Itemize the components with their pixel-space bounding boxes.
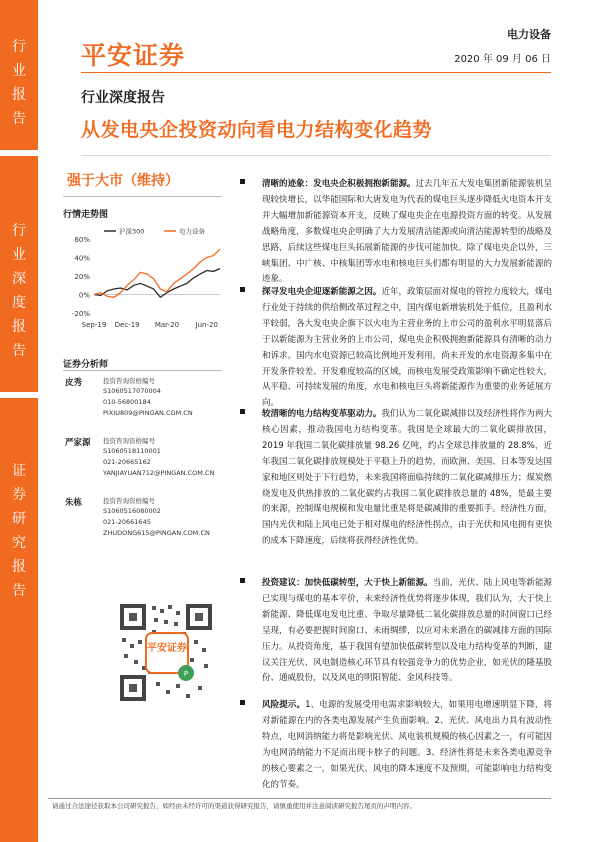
industry-name: 电力设备 — [507, 28, 551, 41]
side-label-char: 告 — [12, 111, 26, 127]
footer-disclaimer: 请通过合法途径获取本公司研究报告，如经由未经许可的渠道获得研究报告，请慎重使用并注意阅读研究报告尾页的声明内容。 — [52, 802, 416, 810]
side-label-char: 报 — [12, 559, 26, 575]
bullet-square-icon — [240, 700, 245, 705]
side-label-char: 业 — [12, 247, 26, 263]
side-label-char: 研 — [12, 511, 26, 527]
bullet-square-icon — [240, 179, 245, 184]
rating-badge: 强于大市（维持） — [67, 173, 179, 189]
key-point-heading: 投资建议：加快低碳转型，大于快上新能源。 — [262, 578, 433, 588]
x-tick-label: Sep-19 — [81, 321, 107, 329]
key-point-body: 近年，政策层面对煤电的管控力度较大，煤电行业处于持续的供给侧改革过程之中，国内煤电新增装机处于低位，且盈利水平较弱，各大发电央企旗下以火电为主营业务的上市公司的盈利水平明显落后于以新能源为主营业务的上市公司，煤电央企积极拥抱新能源具有清晰的动力和诉求。国内水电资源已较高比例地开发利用，尚未开发的水电资源多集中在开发条件较差、开发难度较高的区域，而核电发展受政策影响不确定性较大，从平稳、可持续发展的角度，水电和核电巨头将新能源作为重要的业务延展方向。 — [262, 287, 552, 409]
bullet-square-icon — [240, 409, 245, 414]
analyst-phone: 021-20661645 — [103, 518, 151, 526]
side-label-char: 报 — [12, 87, 26, 103]
key-point — [240, 407, 552, 550]
analyst-email[interactable]: PIXIU809@PINGAN.COM.CN — [103, 409, 193, 417]
header-divider — [81, 72, 551, 73]
x-tick-label: Mar-20 — [154, 321, 180, 329]
x-tick-label: Dec-19 — [114, 321, 140, 329]
side-label-char: 报 — [12, 319, 26, 335]
analyst-credential-label: 投资咨询资格编号 — [103, 437, 155, 445]
report-date: 2020 年 09 月 06 日 — [454, 54, 551, 65]
trend-chart-label: 行情走势图 — [63, 210, 109, 220]
y-tick-label: 0% — [78, 291, 90, 300]
side-separator — [0, 150, 38, 156]
report-title: 从发电央企投资动向看电力结构变化趋势 — [81, 119, 433, 141]
svg-text:P: P — [183, 670, 189, 678]
qr-code-graphic — [116, 600, 216, 705]
key-point-heading: 较清晰的电力结构变革驱动力。 — [262, 409, 382, 419]
trend-chart-svg — [60, 225, 225, 335]
x-tick-label: Jun-20 — [195, 321, 218, 329]
key-point — [240, 698, 552, 793]
key-point-body: 1、电源的发展受用电需求影响较大，如果用电增速明显下降，将对新能源在内的各类电源发展产生负面影响。2、光伏、风电出力具有波动性特点，电网消纳能力将是影响光伏、风电装机规模的核心因素之一，有可能因为电网消纳能力不足而出现卡脖子的问题。3、经济性将是未来各类电源竞争的核心要素之一，如果光伏、风电的降本速度不及预期，可能影响电力结构变化的节奏。 — [262, 700, 552, 790]
side-label-1 — [0, 38, 38, 134]
side-strip — [0, 0, 38, 842]
side-label-char: 行 — [12, 223, 26, 239]
trend-chart — [60, 225, 225, 335]
key-point-heading: 清晰的迹象：发电央企积极拥抱新能源。 — [262, 179, 416, 189]
analyst-heading: 证券分析师 — [63, 360, 109, 370]
key-point — [240, 285, 552, 412]
x-axis — [82, 321, 218, 329]
key-point-body: 我们认为二氧化碳减排以及经济性将作为两大核心因素，推动我国电力结构变革。我国是全球最大的二氧化碳排放国，2019 年我国二氧化碳排放量 98.26 亿吨，约占全球总排放量的 28.8%，近年我国二氧化碳排放规模处于平稳上升的趋势，而欧洲、美国、日本等发达国家和地区则处于下行趋势，未来我国将面临持续的二氧化碳减排压力；煤炭燃烧发电及供热排放的二氧化碳约占我国二氧化碳排放总量的 48%，是最主要的来源，控制煤电规模和发电量比重是将是碳减排的重要抓手。经济性方面，国内光伏和陆上风电已处于相对煤电的经济性拐点，由于光伏和风电拥有更快的成本下降速度，后续将获得经济性优势。 — [262, 409, 552, 547]
analyst-credential-label: 投资咨询资格编号 — [103, 377, 155, 385]
brand-logo: 平安证券 — [81, 41, 186, 70]
key-point-body: 当前，光伏、陆上风电等新能源已实现与煤电的基本平价，未来经济性优势将逐步体现，我们认为，大于快上新能源、降低煤电发电比重、争取尽量降低二氧化碳排放总量的时间窗口已经呈现，有必要把握时间窗口、未雨绸缪，以应对未来潜在的碳减排方面的国际压力。从投资角度，基于我国有望加快低碳转型以及电力结构变革的判断，建议关注光伏、风电制造核心环节具有较强竞争力的优势企业，如光伏的隆基股份、通威股份，以及风电的明阳智能、金风科技等。 — [262, 578, 552, 684]
footer-divider — [48, 798, 551, 799]
analyst-name: 皮秀 — [65, 378, 83, 388]
analyst-phone: 021-20665162 — [103, 458, 151, 466]
side-label-char: 券 — [12, 487, 26, 503]
side-label-2 — [0, 222, 38, 366]
side-label-char: 究 — [12, 535, 26, 551]
analyst-name: 严家源 — [65, 438, 91, 448]
report-type: 行业深度报告 — [81, 90, 165, 106]
key-point-heading: 风险提示。 — [262, 700, 306, 710]
key-point-heading: 探寻发电央企迎逐新能源之因。 — [262, 287, 382, 297]
analyst-license: S1060518110001 — [103, 447, 161, 455]
title-divider — [81, 155, 551, 156]
y-tick-label: 60% — [74, 236, 90, 244]
bullet-square-icon — [240, 287, 245, 292]
side-label-3 — [0, 462, 38, 606]
side-label-char: 告 — [12, 343, 26, 359]
legend-label: 沪深300 — [119, 227, 145, 236]
analyst-email[interactable]: YANJIAYUAN712@PINGAN.COM.CN — [103, 469, 215, 477]
qr-logo-text: 平安证券 — [147, 643, 187, 654]
side-label-char: 度 — [12, 295, 26, 311]
side-label-char: 证 — [12, 463, 26, 479]
key-point — [240, 576, 552, 687]
analyst-license: S1060516080002 — [103, 507, 161, 515]
analyst-credential-label: 投资咨询资格编号 — [103, 497, 155, 505]
key-point-body: 过去几年五大发电集团新能源装机呈现较快增长，以华能国际和大唐发电为代表的煤电巨头逐步降低火电资本开支并大幅增加新能源资本开支，反映了煤电央企在电源投资方面的转变。从发展战略角度，多数煤电央企明确了大力发展清洁能源或向清洁能源转型的战略及思路，后续这些煤电巨头拓展新能源的步伐可能加快。除了煤电央企以外，三峡集团、中广核、中核集团等水电和核电巨头们都有明显的大力发展新能源的迹象。 — [262, 179, 552, 285]
bullet-square-icon — [240, 578, 245, 583]
analyst-name: 朱栋 — [65, 498, 83, 508]
analyst-license: S1060517070004 — [103, 387, 161, 395]
analyst-email[interactable]: ZHUDONG615@PINGAN.COM.CN — [103, 529, 210, 537]
chart-lines — [94, 249, 220, 297]
rating-divider — [63, 196, 222, 197]
qr-code[interactable] — [116, 600, 216, 705]
side-label-char: 业 — [12, 63, 26, 79]
side-label-char: 告 — [12, 583, 26, 599]
key-point — [240, 177, 552, 288]
y-tick-label: 40% — [74, 254, 90, 263]
y-axis — [72, 236, 220, 318]
side-separator — [0, 392, 38, 398]
y-tick-label: 20% — [74, 273, 90, 281]
side-label-char: 行 — [12, 39, 26, 55]
analyst-divider — [63, 370, 222, 371]
side-label-char: 深 — [12, 271, 26, 287]
y-tick-label: -20% — [71, 310, 90, 318]
legend-label: 电力设备 — [179, 227, 205, 236]
chart-legend — [104, 227, 206, 236]
analyst-phone: 010-56800184 — [103, 398, 151, 406]
